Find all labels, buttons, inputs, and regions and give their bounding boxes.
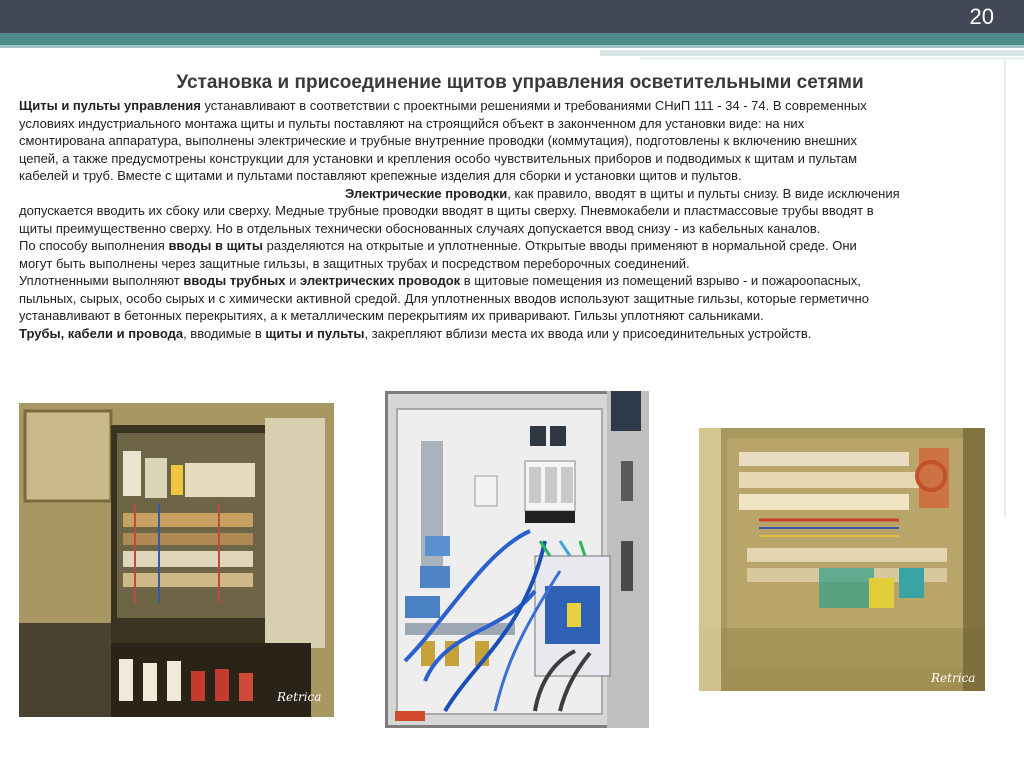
text-span: разделяются на открытые и уплотненные. Открытые вводы применяют в нормальной среде. Они bbox=[263, 238, 857, 253]
cabinet-photo-left bbox=[19, 403, 334, 717]
paragraph-3-line-1 bbox=[19, 237, 1009, 255]
slide-number: 20 bbox=[969, 4, 994, 29]
slide-title: Установка и присоединение щитов управления осветительными сетями bbox=[176, 72, 864, 93]
paragraph-2-line-3: щиты преимущественно сверху. Но в отдельных технически обоснованных случаях допускается ввод снизу - из кабельных каналов. bbox=[19, 220, 821, 236]
term-electric-wiring: электрических проводок bbox=[299, 273, 461, 288]
text-span: По способу выполнения bbox=[19, 238, 169, 253]
text-span: , закрепляют вблизи места их ввода или у присоединительных устройств. bbox=[364, 325, 812, 341]
header-accent-line bbox=[600, 50, 1024, 56]
text-span: устанавливают в соответствии с проектными решениями и требованиями СНиП 111 - 34 - 74. В современных bbox=[200, 98, 867, 113]
term-panels-2: щиты и пульты bbox=[265, 325, 365, 341]
term-panels: Щиты и пульты управления bbox=[19, 98, 201, 113]
term-inputs: вводы в щиты bbox=[168, 238, 264, 253]
text-span: в щитовые помещения из помещений взрыво - и пожароопасных, bbox=[460, 273, 861, 288]
paragraph-1-line-5: кабелей и труб. Вместе с щитами и пультами поставляют крепежные изделия для сборки и установки щитов и пультов. bbox=[19, 168, 742, 183]
paragraph-4-line-3: устанавливают в бетонных перекрытиях, а к металлическим перекрытиям их приваривают. Гильзы уплотняют сальниками. bbox=[19, 308, 764, 323]
text-span: Уплотненными выполняют bbox=[19, 273, 184, 288]
paragraph-2-line-2: допускается вводить их сбоку или сверху. Медные трубные проводки вводят в щиты сверху. Пневмокабели и пластмассовые трубы вводят в bbox=[19, 203, 874, 218]
paragraph-3-line-2: могут быть выполнены через защитные гильзы, в защитных трубах и посредством переборочных соединений. bbox=[19, 255, 690, 271]
watermark-right: Retrica bbox=[931, 671, 976, 685]
top-bar bbox=[0, 0, 1024, 33]
text-span: , вводимые в bbox=[183, 325, 266, 341]
slide-body bbox=[19, 97, 1009, 342]
paragraph-1-line-2: условиях индустриального монтажа щиты и пульты поставляют на строящийся объект в законченном для установки виде: на них bbox=[19, 115, 805, 131]
header-stripe-light bbox=[0, 45, 1024, 48]
cabinet-illustration-center bbox=[385, 391, 649, 728]
text-span: , как правило, вводят в щиты и пульты снизу. В виде исключения bbox=[507, 185, 900, 201]
cabinet-photo-right bbox=[699, 428, 985, 691]
watermark-left: Retrica bbox=[277, 690, 322, 704]
term-pipe-inputs: вводы трубных bbox=[183, 273, 286, 288]
term-pipes-cables: Трубы, кабели и провода bbox=[19, 325, 184, 341]
paragraph-1-line-1 bbox=[19, 97, 1009, 115]
paragraph-1-line-3: смонтирована аппаратура, выполнены электрические и трубные внутренние проводки (коммутация), подготовлены к включению внешних bbox=[19, 133, 858, 148]
paragraph-4-line-1 bbox=[19, 272, 1009, 290]
term-wiring: Электрические проводки bbox=[345, 185, 508, 201]
cabinet-illustration-right bbox=[699, 428, 985, 691]
cabinet-photo-center bbox=[385, 391, 649, 728]
header-stripe bbox=[0, 33, 1024, 45]
paragraph-4-line-2: пыльных, сырых, особо сырых и с химически активной средой. Для уплотненных вводов используют защитные гильзы, которые герметично bbox=[19, 290, 869, 306]
text-span: и bbox=[285, 273, 300, 288]
cabinet-illustration-left bbox=[19, 403, 334, 717]
paragraph-5-line-1 bbox=[19, 325, 1009, 343]
header-accent-line-2 bbox=[640, 57, 1024, 60]
paragraph-1-line-4: цепей, а также предусмотрены конструкции для установки и крепления особо чувствительных приборов и подводимых к щитам и пультам bbox=[19, 150, 858, 166]
paragraph-2-line-1 bbox=[19, 185, 1009, 203]
